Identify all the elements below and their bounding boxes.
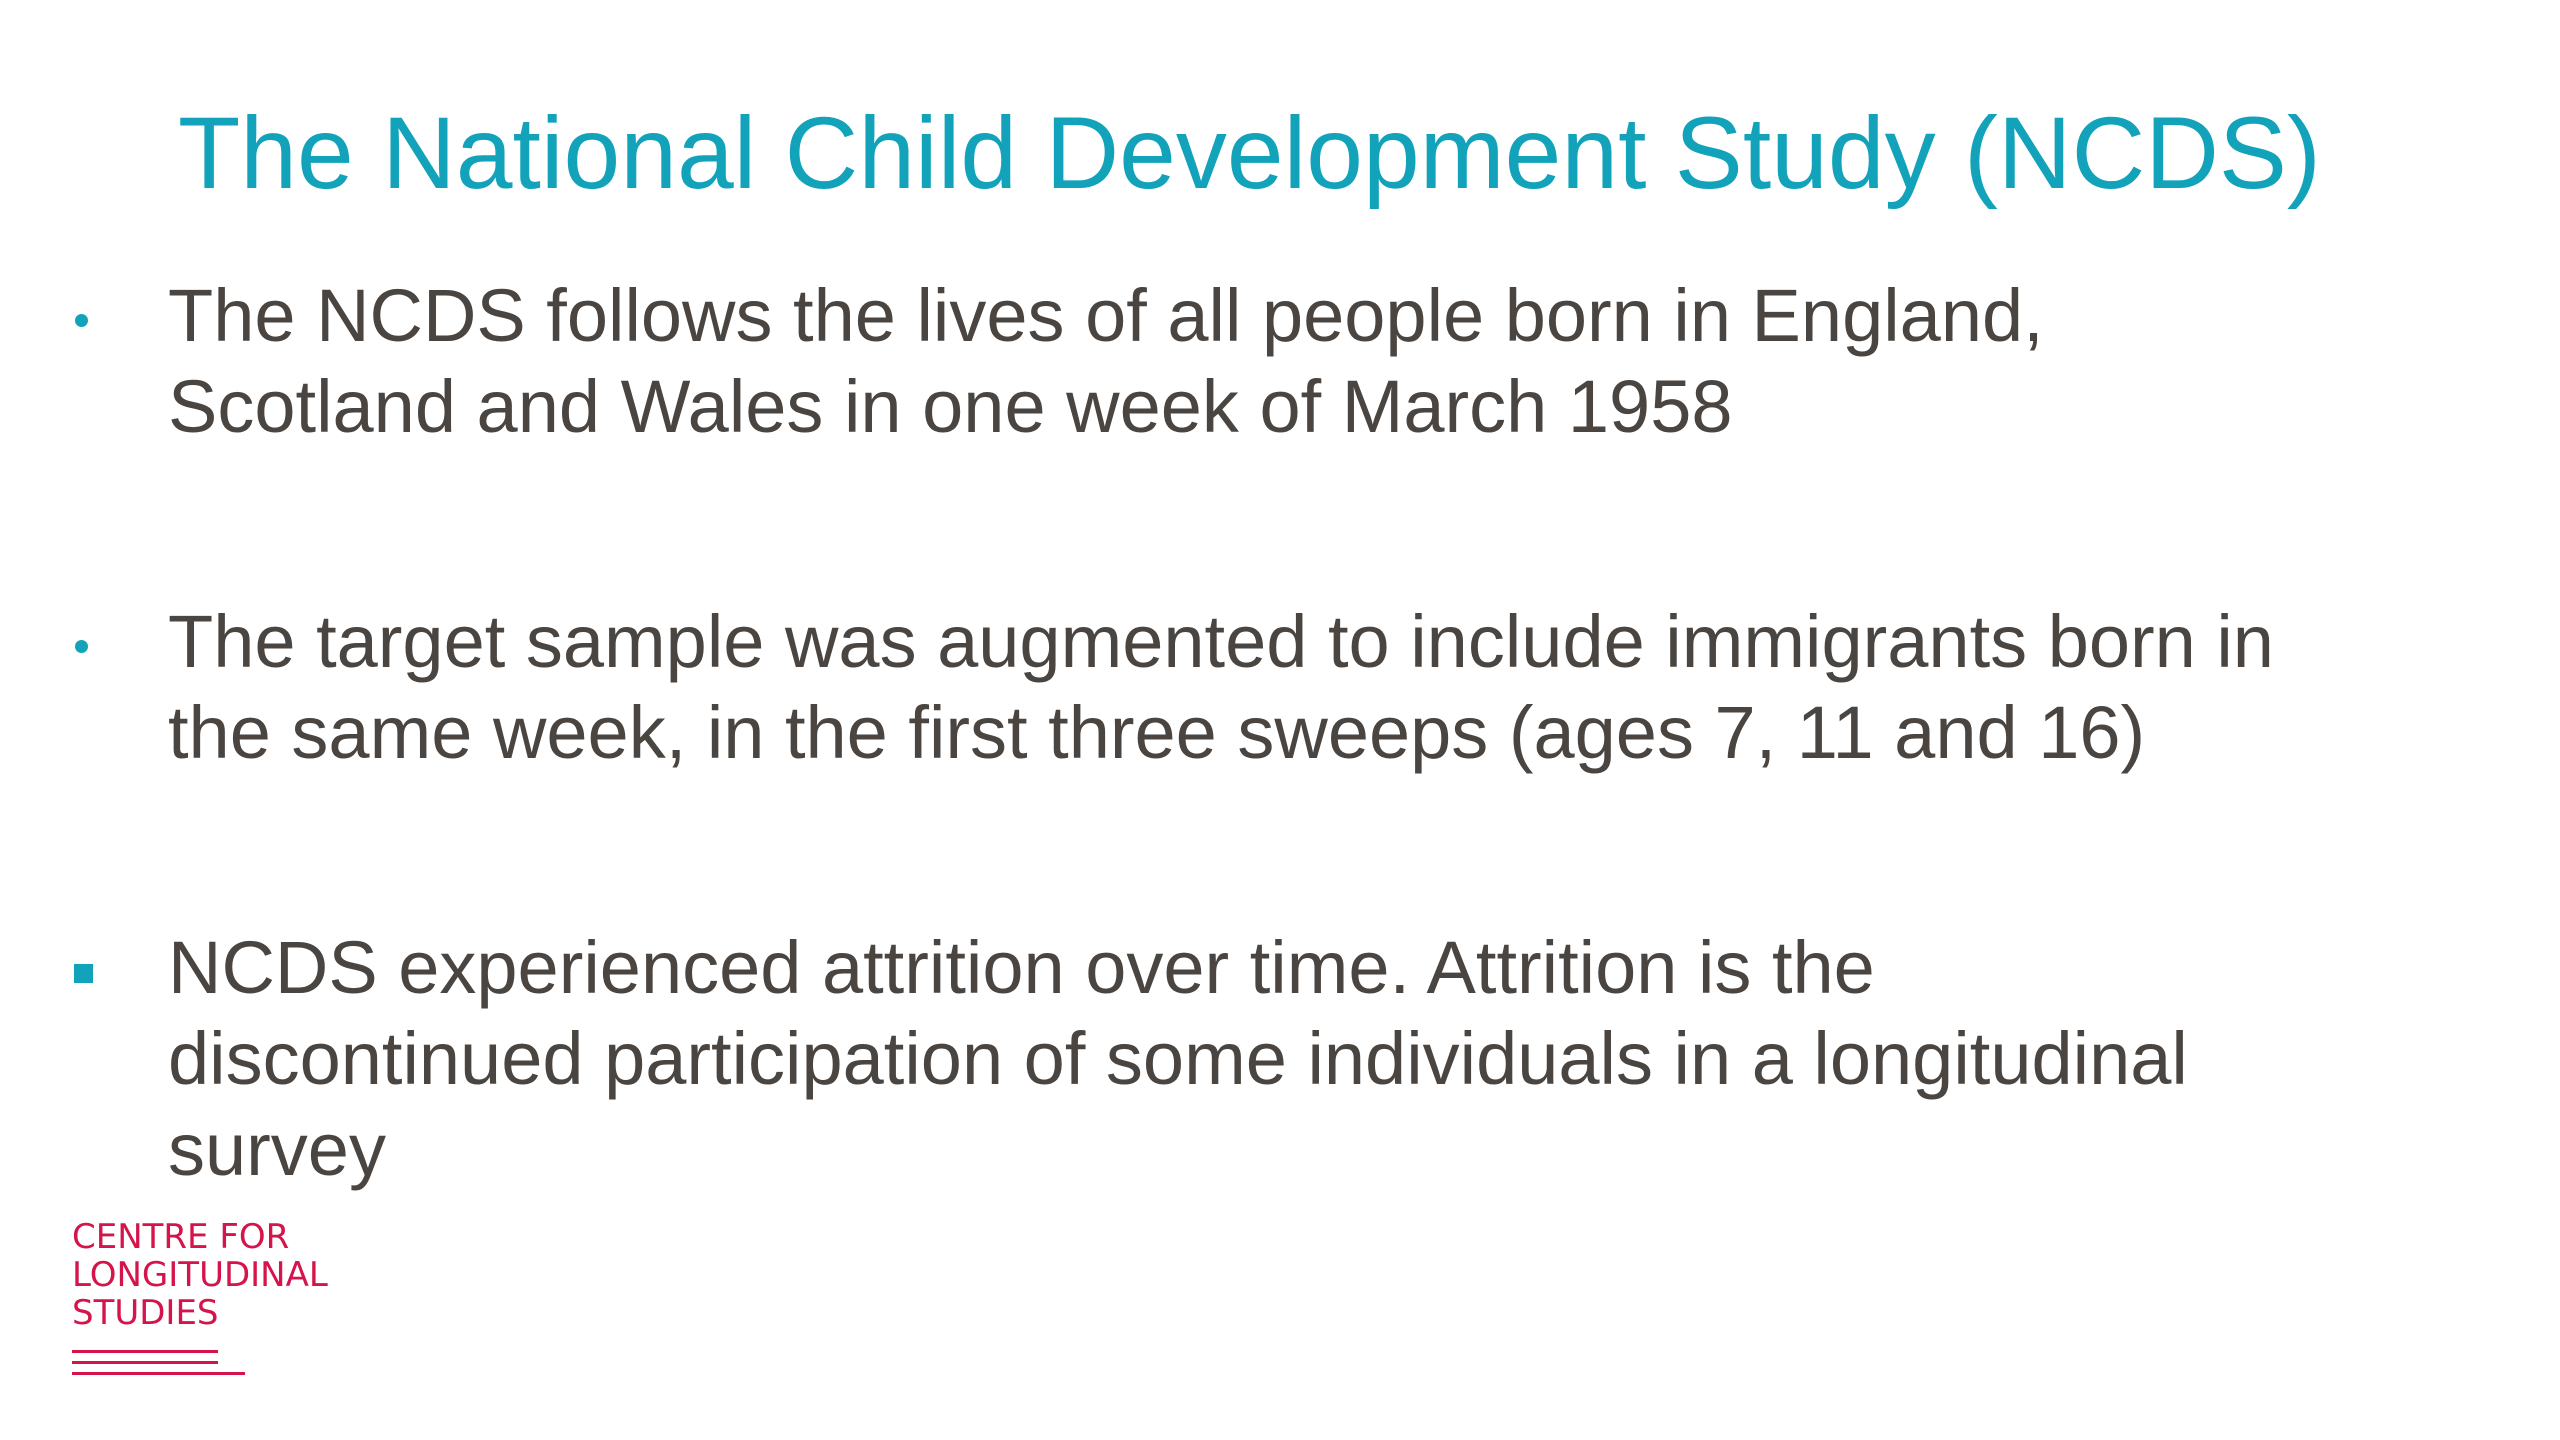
- slide-title: The National Child Development Study (NCDS): [178, 96, 2321, 210]
- bullet-dot-icon: [70, 270, 100, 360]
- bullet-text: NCDS experienced attrition over time. Attrition is the discontinued participation of some individuals in a longitudinal survey: [168, 926, 2188, 1191]
- bullet-dot-icon: [70, 596, 100, 686]
- logo-underline-icon: [72, 1350, 252, 1390]
- logo-line: CENTRE FOR: [72, 1217, 290, 1257]
- logo-rule: [72, 1361, 218, 1364]
- bullet-text: The target sample was augmented to include immigrants born in the same week, in the first three sweeps (ages 7, 11 and 16): [168, 600, 2274, 774]
- bullet-item: [0, 596, 2300, 778]
- bullet-item: [0, 270, 2300, 452]
- logo-rule: [72, 1372, 245, 1375]
- bullet-text: The NCDS follows the lives of all people born in England, Scotland and Wales in one week of March 1958: [168, 274, 2044, 448]
- logo-line: LONGITUDINAL: [72, 1255, 328, 1295]
- bullet-item: [0, 922, 2300, 1195]
- logo-line: STUDIES: [72, 1293, 219, 1333]
- bullet-square-icon: [70, 922, 100, 1012]
- cls-logo: [72, 1218, 392, 1390]
- logo-rule: [72, 1350, 218, 1353]
